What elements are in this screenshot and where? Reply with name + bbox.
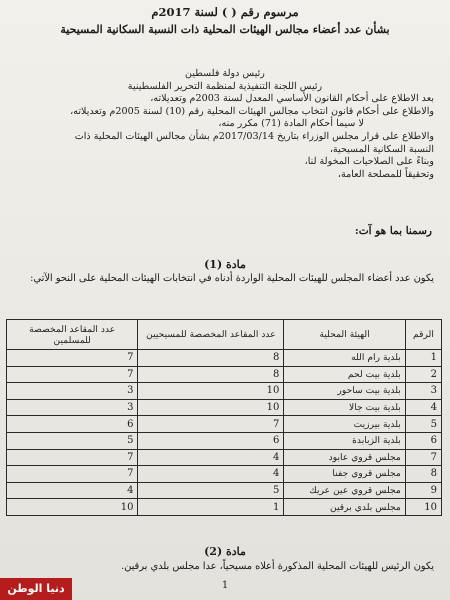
row-muslim-seats: 3 [7,399,138,416]
article-1-text: يكون عدد أعضاء المجلس للهيئات المحلية الواردة أدناه في انتخابات الهيئات المحلية على النحو الآتي: [30,273,434,284]
table-row [7,383,442,400]
row-christian-seats: 8 [138,350,284,367]
table-row [7,366,442,383]
row-christian-seats: 1 [138,499,284,516]
header-muslim: عدد المقاعد المخصصة للمسلمين [7,320,138,350]
watermark-logo: دنيا الوطن [0,578,72,600]
row-num: 7 [405,449,441,466]
issuer-title: رئيس دولة فلسطين [185,68,265,79]
preamble [16,68,434,181]
table-row [7,466,442,483]
row-muslim-seats: 7 [7,449,138,466]
table-row [7,350,442,367]
row-num: 10 [405,499,441,516]
header-num: الرقم [405,320,441,350]
row-muslim-seats: 7 [7,350,138,367]
row-name: بلدية بيت لحم [284,366,406,383]
issuer-subtitle: رئيس اللجنة التنفيذية لمنظمة التحرير الفلسطينية [127,80,323,92]
row-name: بلدية بيت جالا [284,399,406,416]
row-christian-seats: 8 [138,366,284,383]
row-name: مجلس قروي عين عريك [284,482,406,499]
row-num: 1 [405,350,441,367]
preamble-line: بعد الاطلاع على أحكام القانون الأساسي المعدل لسنة 2003م وتعديلاته، [150,93,434,105]
table-row [7,499,442,516]
header-christian: عدد المقاعد المخصصة للمسيحيين [138,320,284,350]
table-header-row [7,320,442,350]
row-num: 3 [405,383,441,400]
preamble-line: لا سيما أحكام المادة (71) مكرر منه، [218,118,364,130]
preamble-line: وتحقيقاً للمصلحة العامة، [337,168,434,180]
row-name: بلدية بيت ساحور [284,383,406,400]
row-christian-seats: 6 [138,432,284,449]
seats-table [6,319,442,516]
table-row [7,482,442,499]
row-muslim-seats: 7 [7,466,138,483]
row-name: بلدية رام الله [284,350,406,367]
row-muslim-seats: 5 [7,432,138,449]
table-row [7,432,442,449]
preamble-line: والاطلاع على أحكام قانون انتخاب مجالس الهيئات المحلية رقم (10) لسنة 2005م وتعديلاته، [70,105,434,117]
article-1-title: مادة (1) [204,258,246,271]
row-christian-seats: 10 [138,383,284,400]
row-muslim-seats: 6 [7,416,138,433]
article-2-title: مادة (2) [204,545,246,558]
row-christian-seats: 7 [138,416,284,433]
row-num: 8 [405,466,441,483]
row-num: 9 [405,482,441,499]
table-row [7,449,442,466]
row-num: 6 [405,432,441,449]
row-name: مجلس بلدي برقين [284,499,406,516]
decree-header [0,4,450,38]
table-row [7,416,442,433]
row-name: مجلس قروي جفنا [284,466,406,483]
row-name: بلدية بيرزيت [284,416,406,433]
decree-number: مرسوم رقم ( ) لسنة 2017م [151,5,299,19]
preamble-line: والاطلاع على قرار مجلس الوزراء بتاريخ 2017/03/14م بشأن مجالس الهيئات المحلية ذات [74,130,434,142]
row-num: 5 [405,416,441,433]
row-christian-seats: 10 [138,399,284,416]
decree-subject: بشأن عدد أعضاء مجالس الهيئات المحلية ذات النسبة السكانية المسيحية [60,23,390,36]
row-christian-seats: 5 [138,482,284,499]
preamble-line: النسبة السكانية المسيحية، [329,143,434,155]
decreed-label: رسمنا بما هو آت: [354,225,432,237]
page-number: 1 [221,580,229,591]
preamble-line: وبناءً على الصلاحيات المخولة لنا، [304,156,434,168]
article-2-text: يكون الرئيس للهيئات المحلية المذكورة أعلاه مسيحياً، عدا مجلس بلدي برقين. [121,561,434,572]
row-num: 4 [405,399,441,416]
row-christian-seats: 4 [138,449,284,466]
row-muslim-seats: 3 [7,383,138,400]
header-name: الهيئة المحلية [284,320,406,350]
row-muslim-seats: 4 [7,482,138,499]
row-name: بلدية الزبابدة [284,432,406,449]
row-muslim-seats: 10 [7,499,138,516]
row-muslim-seats: 7 [7,366,138,383]
table-row [7,399,442,416]
row-name: مجلس قروي عابود [284,449,406,466]
row-num: 2 [405,366,441,383]
row-christian-seats: 4 [138,466,284,483]
